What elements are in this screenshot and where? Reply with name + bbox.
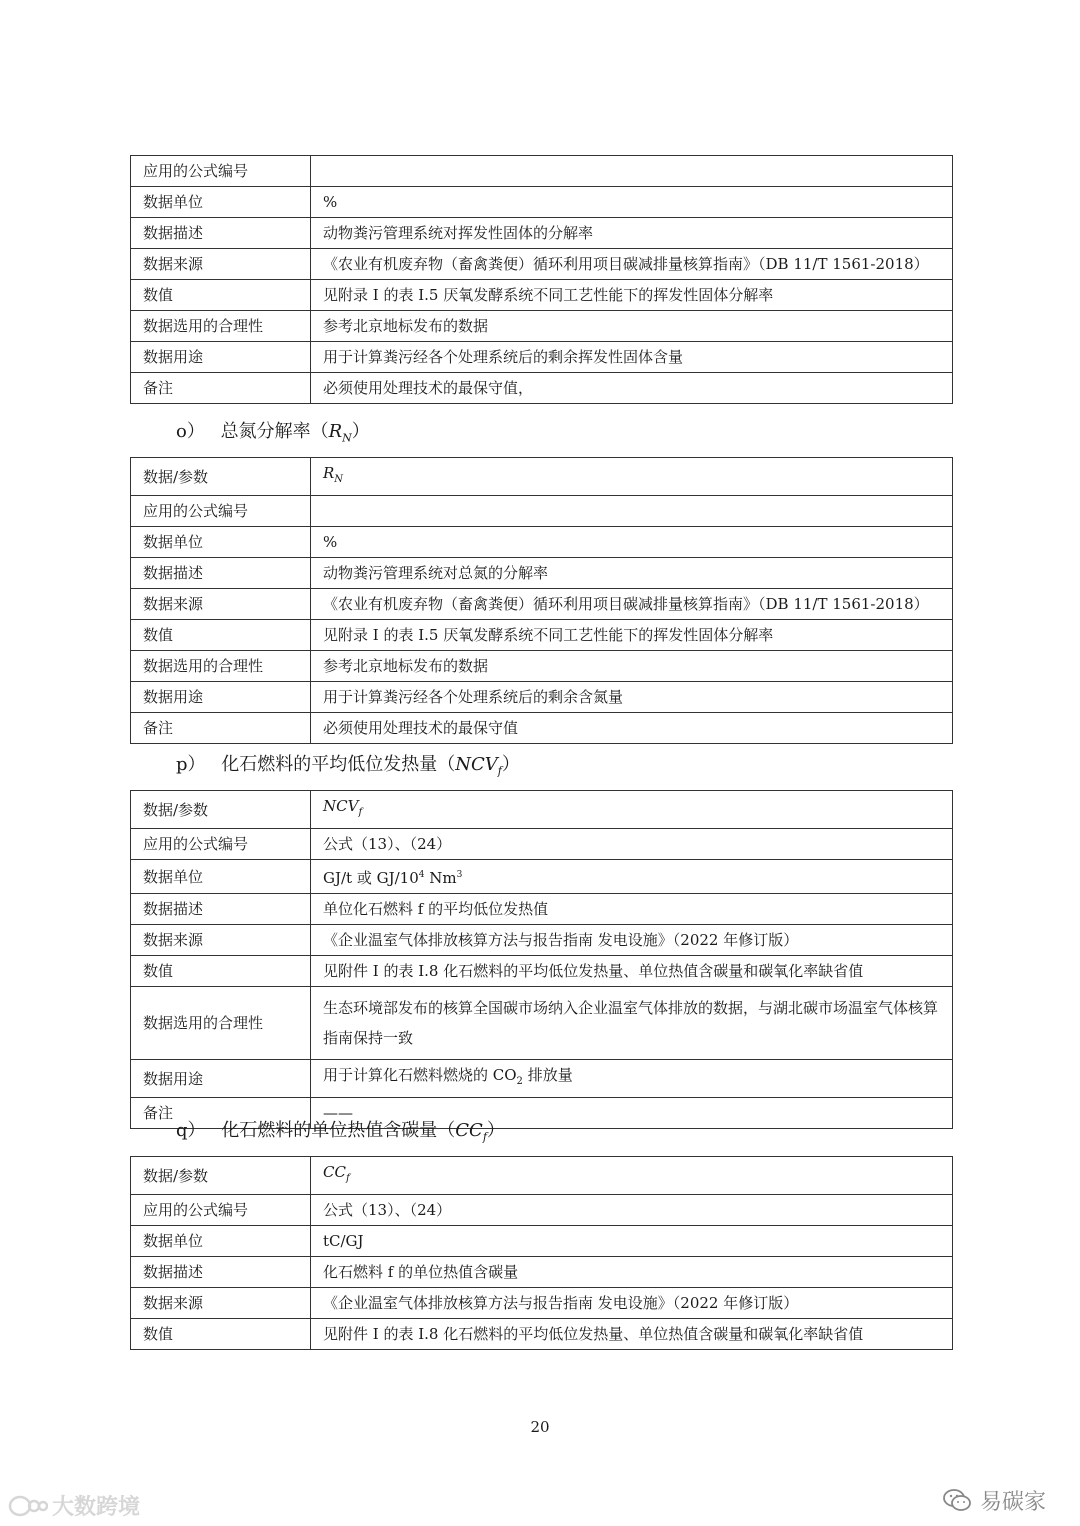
table-row (131, 829, 953, 860)
table-row (131, 187, 953, 218)
wechat-icon (942, 1488, 972, 1514)
row-value: 参考北京地标发布的数据 (311, 651, 953, 682)
section-letter: o） (176, 421, 205, 442)
use-part: 排放量 (522, 1066, 573, 1084)
bubble-logo-icon (8, 1494, 48, 1518)
param-subscript: f (345, 1173, 350, 1184)
table-row (131, 682, 953, 713)
unit-exponent: 4 (418, 870, 425, 880)
row-label: 应用的公式编号 (131, 496, 311, 527)
row-label: 数据描述 (131, 218, 311, 249)
row-value: 单位化石燃料 f 的平均低位发热值 (311, 894, 953, 925)
row-label: 数据单位 (131, 527, 311, 558)
section-title: 总氮分解率（ (220, 421, 329, 442)
row-label: 数据来源 (131, 1288, 311, 1319)
table-row (131, 589, 953, 620)
param-subscript: f (358, 807, 363, 818)
unit-exponent: 3 (456, 870, 463, 880)
row-value: 动物粪污管理系统对总氮的分解率 (311, 558, 953, 589)
table-row (131, 651, 953, 682)
row-label: 数据单位 (131, 1226, 311, 1257)
row-value (311, 1157, 953, 1195)
row-value (311, 791, 953, 829)
row-label: 数值 (131, 956, 311, 987)
row-value: 必须使用处理技术的最保守值 (311, 713, 953, 744)
table-row (131, 156, 953, 187)
row-value: 见附录 I 的表 I.5 厌氧发酵系统不同工艺性能下的挥发性固体分解率 (311, 620, 953, 651)
row-value: 化石燃料 f 的单位热值含碳量 (311, 1257, 953, 1288)
row-label: 应用的公式编号 (131, 1195, 311, 1226)
table-row (131, 925, 953, 956)
table-row (131, 218, 953, 249)
table-row (131, 860, 953, 894)
row-value: 生态环境部发布的核算全国碳市场纳入企业温室气体排放的数据，与湖北碳市场温室气体核算指南保持一致 (311, 987, 953, 1060)
row-value: 见附件 I 的表 I.8 化石燃料的平均低位发热量、单位热值含碳量和碳氧化率缺省值 (311, 956, 953, 987)
row-label: 数据描述 (131, 1257, 311, 1288)
row-label: 应用的公式编号 (131, 829, 311, 860)
table-row (131, 373, 953, 404)
row-value: 用于计算粪污经各个处理系统后的剩余含氮量 (311, 682, 953, 713)
row-value: 《企业温室气体排放核算方法与报告指南 发电设施》（2022 年修订版） (311, 1288, 953, 1319)
row-label: 备注 (131, 713, 311, 744)
row-label: 数据选用的合理性 (131, 651, 311, 682)
table-row (131, 713, 953, 744)
table-row (131, 987, 953, 1060)
table-row (131, 1288, 953, 1319)
row-label: 数据选用的合理性 (131, 311, 311, 342)
param-table-ncv (130, 790, 953, 1129)
row-value: 《企业温室气体排放核算方法与报告指南 发电设施》（2022 年修订版） (311, 925, 953, 956)
row-value: 用于计算粪污经各个处理系统后的剩余挥发性固体含量 (311, 342, 953, 373)
row-label: 数据来源 (131, 249, 311, 280)
co2-subscript: 2 (516, 1076, 523, 1087)
row-value: 动物粪污管理系统对挥发性固体的分解率 (311, 218, 953, 249)
table-row (131, 458, 953, 496)
row-label: 数值 (131, 620, 311, 651)
unit-part: Nm (424, 869, 457, 887)
row-label: 数据用途 (131, 1060, 311, 1098)
table-row (131, 620, 953, 651)
row-label: 数值 (131, 1319, 311, 1350)
watermark-right-text: 易碳家 (979, 1490, 1046, 1515)
row-value (311, 496, 953, 527)
section-title-close: ） (501, 754, 520, 775)
row-value: 公式（13）、（24） (311, 1195, 953, 1226)
symbol-subscript: f (482, 1130, 487, 1144)
table-row (131, 1195, 953, 1226)
param-table-total-nitrogen (130, 457, 953, 744)
row-label: 数据单位 (131, 860, 311, 894)
param-symbol: R (323, 464, 335, 482)
row-label: 数据单位 (131, 187, 311, 218)
row-value: —— (311, 1098, 953, 1129)
section-title: 化石燃料的平均低位发热量（ (221, 754, 456, 775)
row-label: 备注 (131, 373, 311, 404)
section-heading-q (176, 1119, 505, 1150)
row-value (311, 860, 953, 894)
section-title: 化石燃料的单位热值含碳量（ (221, 1120, 456, 1141)
row-label: 数据/参数 (131, 791, 311, 829)
table-row (131, 1157, 953, 1195)
use-part: 用于计算化石燃料燃烧的 CO (323, 1066, 517, 1084)
table-row (131, 956, 953, 987)
param-table-cc (130, 1156, 953, 1350)
section-heading-p (176, 753, 520, 784)
table-row (131, 342, 953, 373)
row-label: 应用的公式编号 (131, 156, 311, 187)
row-value (311, 1060, 953, 1098)
row-label: 数据来源 (131, 925, 311, 956)
section-title-close: ） (351, 421, 370, 442)
param-subscript: N (334, 474, 344, 485)
row-value (311, 458, 953, 496)
section-letter: p） (176, 754, 206, 775)
row-label: 备注 (131, 1098, 311, 1129)
section-heading-o (176, 420, 370, 451)
row-value: 公式（13）、（24） (311, 829, 953, 860)
row-value (311, 156, 953, 187)
row-value: 见附录 I 的表 I.5 厌氧发酵系统不同工艺性能下的挥发性固体分解率 (311, 280, 953, 311)
table-row (131, 1257, 953, 1288)
table-row (131, 1226, 953, 1257)
row-label: 数据描述 (131, 894, 311, 925)
row-label: 数据用途 (131, 342, 311, 373)
symbol: NCV (455, 754, 498, 775)
row-value: 《农业有机废弃物（畜禽粪便）循环利用项目碳减排量核算指南》（DB 11/T 1561-2018） (311, 249, 953, 280)
watermark-left-text: 大数跨境 (52, 1495, 141, 1520)
section-letter: q） (176, 1120, 206, 1141)
section-title-close: ） (486, 1120, 505, 1141)
row-label: 数据来源 (131, 589, 311, 620)
row-label: 数据描述 (131, 558, 311, 589)
table-row (131, 527, 953, 558)
table-row (131, 894, 953, 925)
table-row (131, 1319, 953, 1350)
table-row (131, 791, 953, 829)
table-row (131, 280, 953, 311)
param-table-volatile-solids (130, 155, 953, 404)
table-row (131, 558, 953, 589)
row-label: 数值 (131, 280, 311, 311)
row-value: % (311, 187, 953, 218)
row-value: 《农业有机废弃物（畜禽粪便）循环利用项目碳减排量核算指南》（DB 11/T 1561-2018） (311, 589, 953, 620)
row-value: 参考北京地标发布的数据 (311, 311, 953, 342)
param-symbol: CC (323, 1163, 346, 1181)
row-label: 数据/参数 (131, 458, 311, 496)
table-row (131, 1060, 953, 1098)
symbol-subscript: N (342, 431, 352, 445)
table-row (131, 249, 953, 280)
symbol-subscript: f (497, 764, 502, 778)
row-label: 数据用途 (131, 682, 311, 713)
row-value: tC/GJ (311, 1226, 953, 1257)
param-symbol: NCV (323, 797, 359, 815)
row-value: 见附件 I 的表 I.8 化石燃料的平均低位发热量、单位热值含碳量和碳氧化率缺省值 (311, 1319, 953, 1350)
table-row (131, 496, 953, 527)
row-value: % (311, 527, 953, 558)
watermark-right (942, 1485, 1046, 1516)
row-label: 数据选用的合理性 (131, 987, 311, 1060)
row-value: 必须使用处理技术的最保守值， (311, 373, 953, 404)
table-row (131, 311, 953, 342)
symbol: CC (455, 1120, 483, 1141)
watermark-left (8, 1490, 140, 1521)
page-number: 20 (530, 1418, 550, 1436)
symbol: R (328, 421, 343, 442)
row-label: 数据/参数 (131, 1157, 311, 1195)
unit-part: GJ/t 或 GJ/10 (323, 869, 419, 887)
